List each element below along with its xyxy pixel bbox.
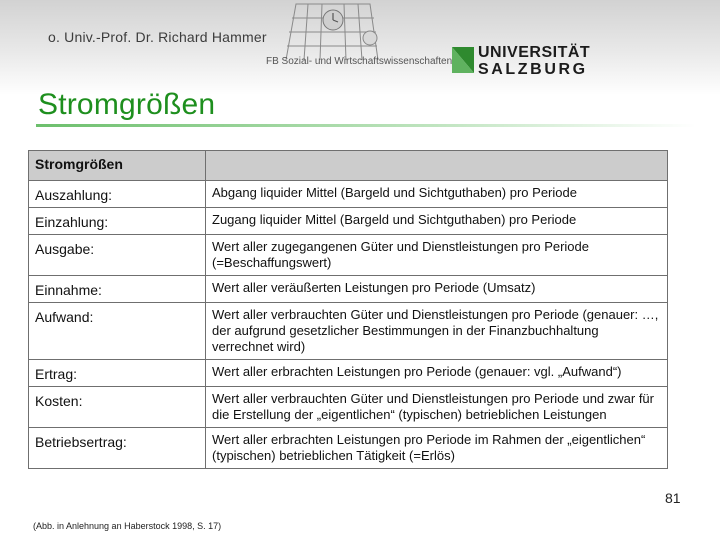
table-row (29, 387, 668, 428)
definition-cell: Wert aller verbrauchten Güter und Dienstleistungen pro Periode (genauer: …, der aufgrund gesetzlicher Bestimmungen in der Finanzbuchhaltung verrechnet wird) (206, 303, 668, 360)
term-cell: Ertrag: (29, 360, 206, 387)
author-line: o. Univ.-Prof. Dr. Richard Hammer (48, 29, 267, 45)
definition-cell: Wert aller erbrachten Leistungen pro Periode im Rahmen der „eigentlichen“ (typischen) betrieblichen Tätigkeit (=Erlös) (206, 428, 668, 469)
definition-cell: Wert aller veräußerten Leistungen pro Periode (Umsatz) (206, 276, 668, 303)
term-cell: Aufwand: (29, 303, 206, 360)
definition-cell: Wert aller verbrauchten Güter und Dienstleistungen pro Periode und zwar für die Erstellung der „eigentlichen“ (typischen) betrieblichen Leistungen (206, 387, 668, 428)
term-cell: Kosten: (29, 387, 206, 428)
logo-text-line1: UNIVERSITÄT (478, 44, 591, 61)
page-title: Stromgrößen (38, 88, 216, 121)
table-row (29, 235, 668, 276)
definition-cell: Abgang liquider Mittel (Bargeld und Sichtguthaben) pro Periode (206, 181, 668, 208)
table-row (29, 208, 668, 235)
table-row (29, 360, 668, 387)
definitions-table (28, 150, 668, 469)
table-header-cell: Stromgrößen (29, 151, 206, 181)
source-footnote: (Abb. in Anlehnung an Haberstock 1998, S. 17) (33, 521, 222, 531)
university-logo-icon (452, 47, 476, 75)
title-underline (36, 124, 696, 127)
term-cell: Auszahlung: (29, 181, 206, 208)
term-cell: Betriebsertrag: (29, 428, 206, 469)
department-line: FB Sozial- und Wirtschaftswissenschaften (266, 56, 453, 67)
table-row (29, 428, 668, 469)
table-row (29, 181, 668, 208)
table-header-cell (206, 151, 668, 181)
clock-tower-icon (278, 0, 388, 60)
logo-text-line2: SALZBURG (478, 61, 588, 78)
table-header-row (29, 151, 668, 181)
definition-cell: Zugang liquider Mittel (Bargeld und Sichtguthaben) pro Periode (206, 208, 668, 235)
term-cell: Einzahlung: (29, 208, 206, 235)
page-number: 81 (665, 490, 681, 506)
definition-cell: Wert aller zugegangenen Güter und Dienstleistungen pro Periode (=Beschaffungswert) (206, 235, 668, 276)
definition-cell: Wert aller erbrachten Leistungen pro Periode (genauer: vgl. „Aufwand“) (206, 360, 668, 387)
term-cell: Ausgabe: (29, 235, 206, 276)
table-row (29, 276, 668, 303)
table-row (29, 303, 668, 360)
term-cell: Einnahme: (29, 276, 206, 303)
